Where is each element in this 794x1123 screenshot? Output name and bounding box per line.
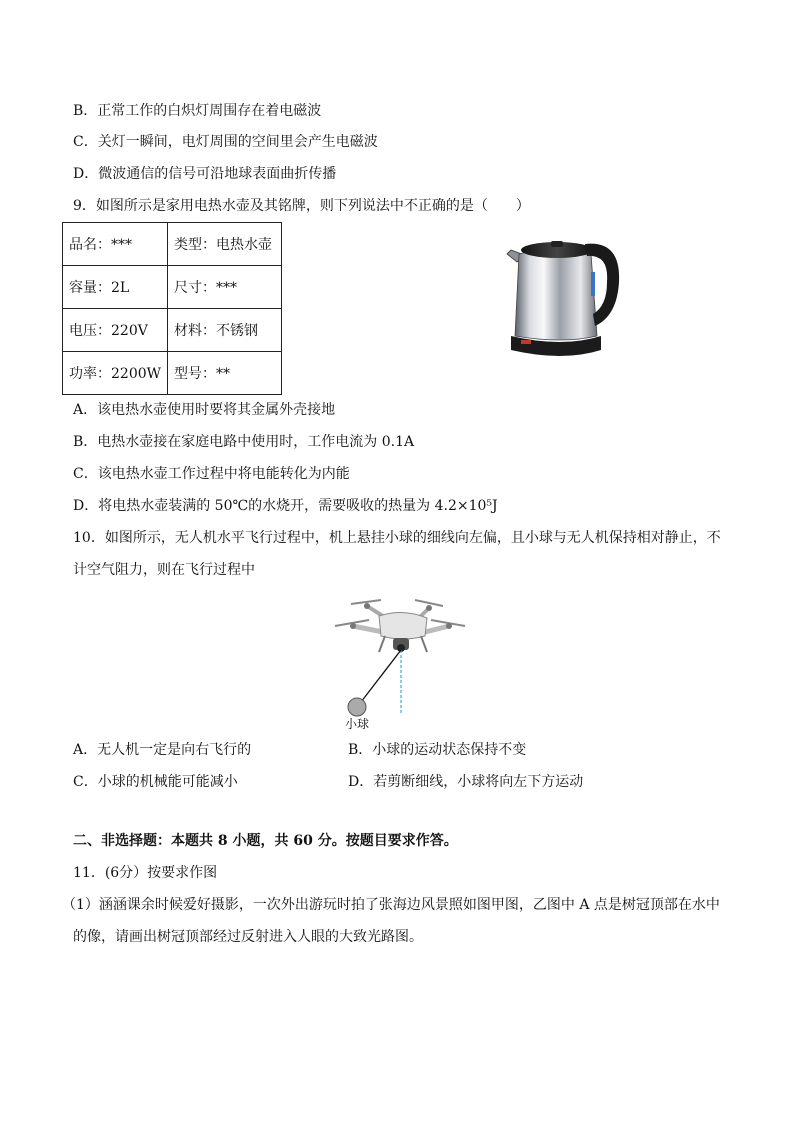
q9-option-c: C．该电热水壶工作过程中将电能转化为内能: [73, 466, 350, 482]
q10-option-b: B．小球的运动状态保持不变: [348, 742, 527, 758]
table-row: [63, 352, 282, 395]
table-cell: 功率：2200W: [63, 352, 168, 395]
q10-stem-line2: 计空气阻力，则在飞行过程中: [73, 562, 255, 578]
table-cell: 容量：2L: [63, 266, 168, 309]
q9-option-b: B．电热水壶接在家庭电路中使用时，工作电流为 0.1A: [73, 434, 415, 450]
q9-option-d: D．将电热水壶装满的 50℃的水烧开，需要吸收的热量为 4.2×10⁵J: [73, 498, 498, 514]
q11-part1-line1: （1）涵涵课余时候爱好摄影，一次外出游玩时拍了张海边风景照如图甲图，乙图中 A 点是树冠顶部在水中: [62, 897, 720, 913]
ball-label: 小球: [344, 717, 370, 731]
q9-stem: 9．如图所示是家用电热水壶及其铭牌，则下列说法中不正确的是（ ）: [73, 198, 530, 214]
q10-option-c: C．小球的机械能可能减小: [73, 774, 238, 790]
q11-part1-line2: 的像，请画出树冠顶部经过反射进入人眼的大致光路图。: [73, 929, 423, 945]
table-cell: 电压：220V: [63, 309, 168, 352]
q9-option-a: A．该电热水壶使用时要将其金属外壳接地: [73, 402, 336, 418]
table-row: [63, 223, 282, 266]
electric-kettle-image: [505, 232, 625, 364]
drone-diagram: [333, 590, 473, 732]
q10-option-a: A．无人机一定是向右飞行的: [73, 742, 252, 758]
table-cell: 尺寸：***: [168, 266, 282, 309]
nameplate-table: [62, 222, 282, 395]
table-cell: 材料：不锈钢: [168, 309, 282, 352]
section-heading: 二、非选择题：本题共 8 小题，共 60 分。按题目要求作答。: [73, 833, 458, 849]
table-cell: 类型：电热水壶: [168, 223, 282, 266]
q10-option-d: D．若剪断细线，小球将向左下方运动: [348, 774, 584, 790]
table-row: [63, 266, 282, 309]
table-row: [63, 309, 282, 352]
q8-option-d: D．微波通信的信号可沿地球表面曲折传播: [73, 166, 337, 182]
q10-stem-line1: 10．如图所示，无人机水平飞行过程中，机上悬挂小球的细线向左偏，且小球与无人机保持相对静止，不: [73, 530, 721, 546]
table-cell: 品名：***: [63, 223, 168, 266]
q8-option-c: C．关灯一瞬间，电灯周围的空间里会产生电磁波: [73, 134, 378, 150]
q8-option-b: B．正常工作的白炽灯周围存在着电磁波: [73, 103, 322, 119]
table-cell: 型号：**: [168, 352, 282, 395]
q11-stem: 11．(6分）按要求作图: [73, 865, 218, 881]
